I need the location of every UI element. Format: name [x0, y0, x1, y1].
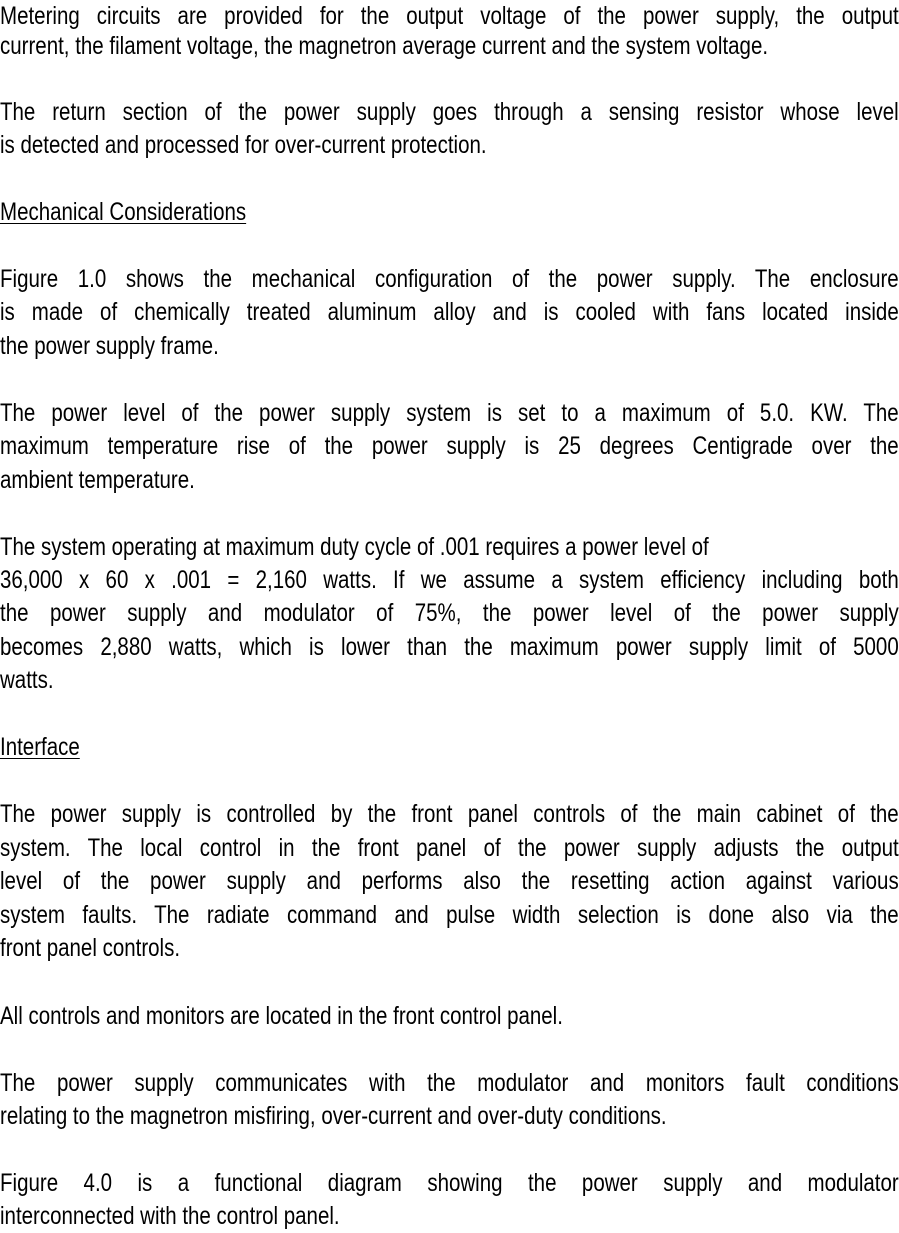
section-heading: Mechanical Considerations — [0, 198, 247, 226]
text-line: is made of chemically treated aluminum alloy and is cooled with fans located inside — [0, 298, 899, 326]
text-line: ambient temperature. — [0, 466, 195, 494]
text-line: is detected and processed for over-current protection. — [0, 131, 487, 159]
section-heading: Interface — [0, 733, 80, 761]
text-line: interconnected with the control panel. — [0, 1202, 340, 1230]
text-line: watts. — [0, 666, 54, 694]
text-line: becomes 2,880 watts, which is lower than the maximum power supply limit of 5000 — [0, 633, 899, 661]
text-line: The return section of the power supply goes through a sensing resistor whose level — [0, 98, 899, 126]
text-line: Figure 1.0 shows the mechanical configuration of the power supply. The enclosure — [0, 265, 899, 293]
text-line: Figure 4.0 is a functional diagram showing the power supply and modulator — [0, 1169, 899, 1197]
text-line: maximum temperature rise of the power supply is 25 degrees Centigrade over the — [0, 432, 899, 460]
text-line: 36,000 x 60 x .001 = 2,160 watts. If we assume a system efficiency including both — [0, 566, 899, 594]
text-line: level of the power supply and performs also the resetting action against various — [0, 867, 899, 895]
text-line: The power supply communicates with the modulator and monitors fault conditions — [0, 1069, 899, 1097]
text-line: The system operating at maximum duty cycle of .001 requires a power level of — [0, 533, 709, 561]
text-line: relating to the magnetron misfiring, over-current and over-duty conditions. — [0, 1102, 667, 1130]
text-line: The power level of the power supply system is set to a maximum of 5.0. KW. The — [0, 399, 899, 427]
text-line: system faults. The radiate command and pulse width selection is done also via the — [0, 901, 899, 929]
text-line: current, the filament voltage, the magnetron average current and the system voltage. — [0, 32, 769, 60]
text-line: All controls and monitors are located in the front control panel. — [0, 1002, 563, 1030]
text-line: front panel controls. — [0, 934, 181, 962]
text-line: the power supply frame. — [0, 332, 219, 360]
text-line: system. The local control in the front panel of the power supply adjusts the output — [0, 834, 899, 862]
text-line: the power supply and modulator of 75%, the power level of the power supply — [0, 599, 899, 627]
text-line: The power supply is controlled by the front panel controls of the main cabinet of the — [0, 800, 899, 828]
text-line: Metering circuits are provided for the output voltage of the power supply, the output — [0, 2, 899, 30]
